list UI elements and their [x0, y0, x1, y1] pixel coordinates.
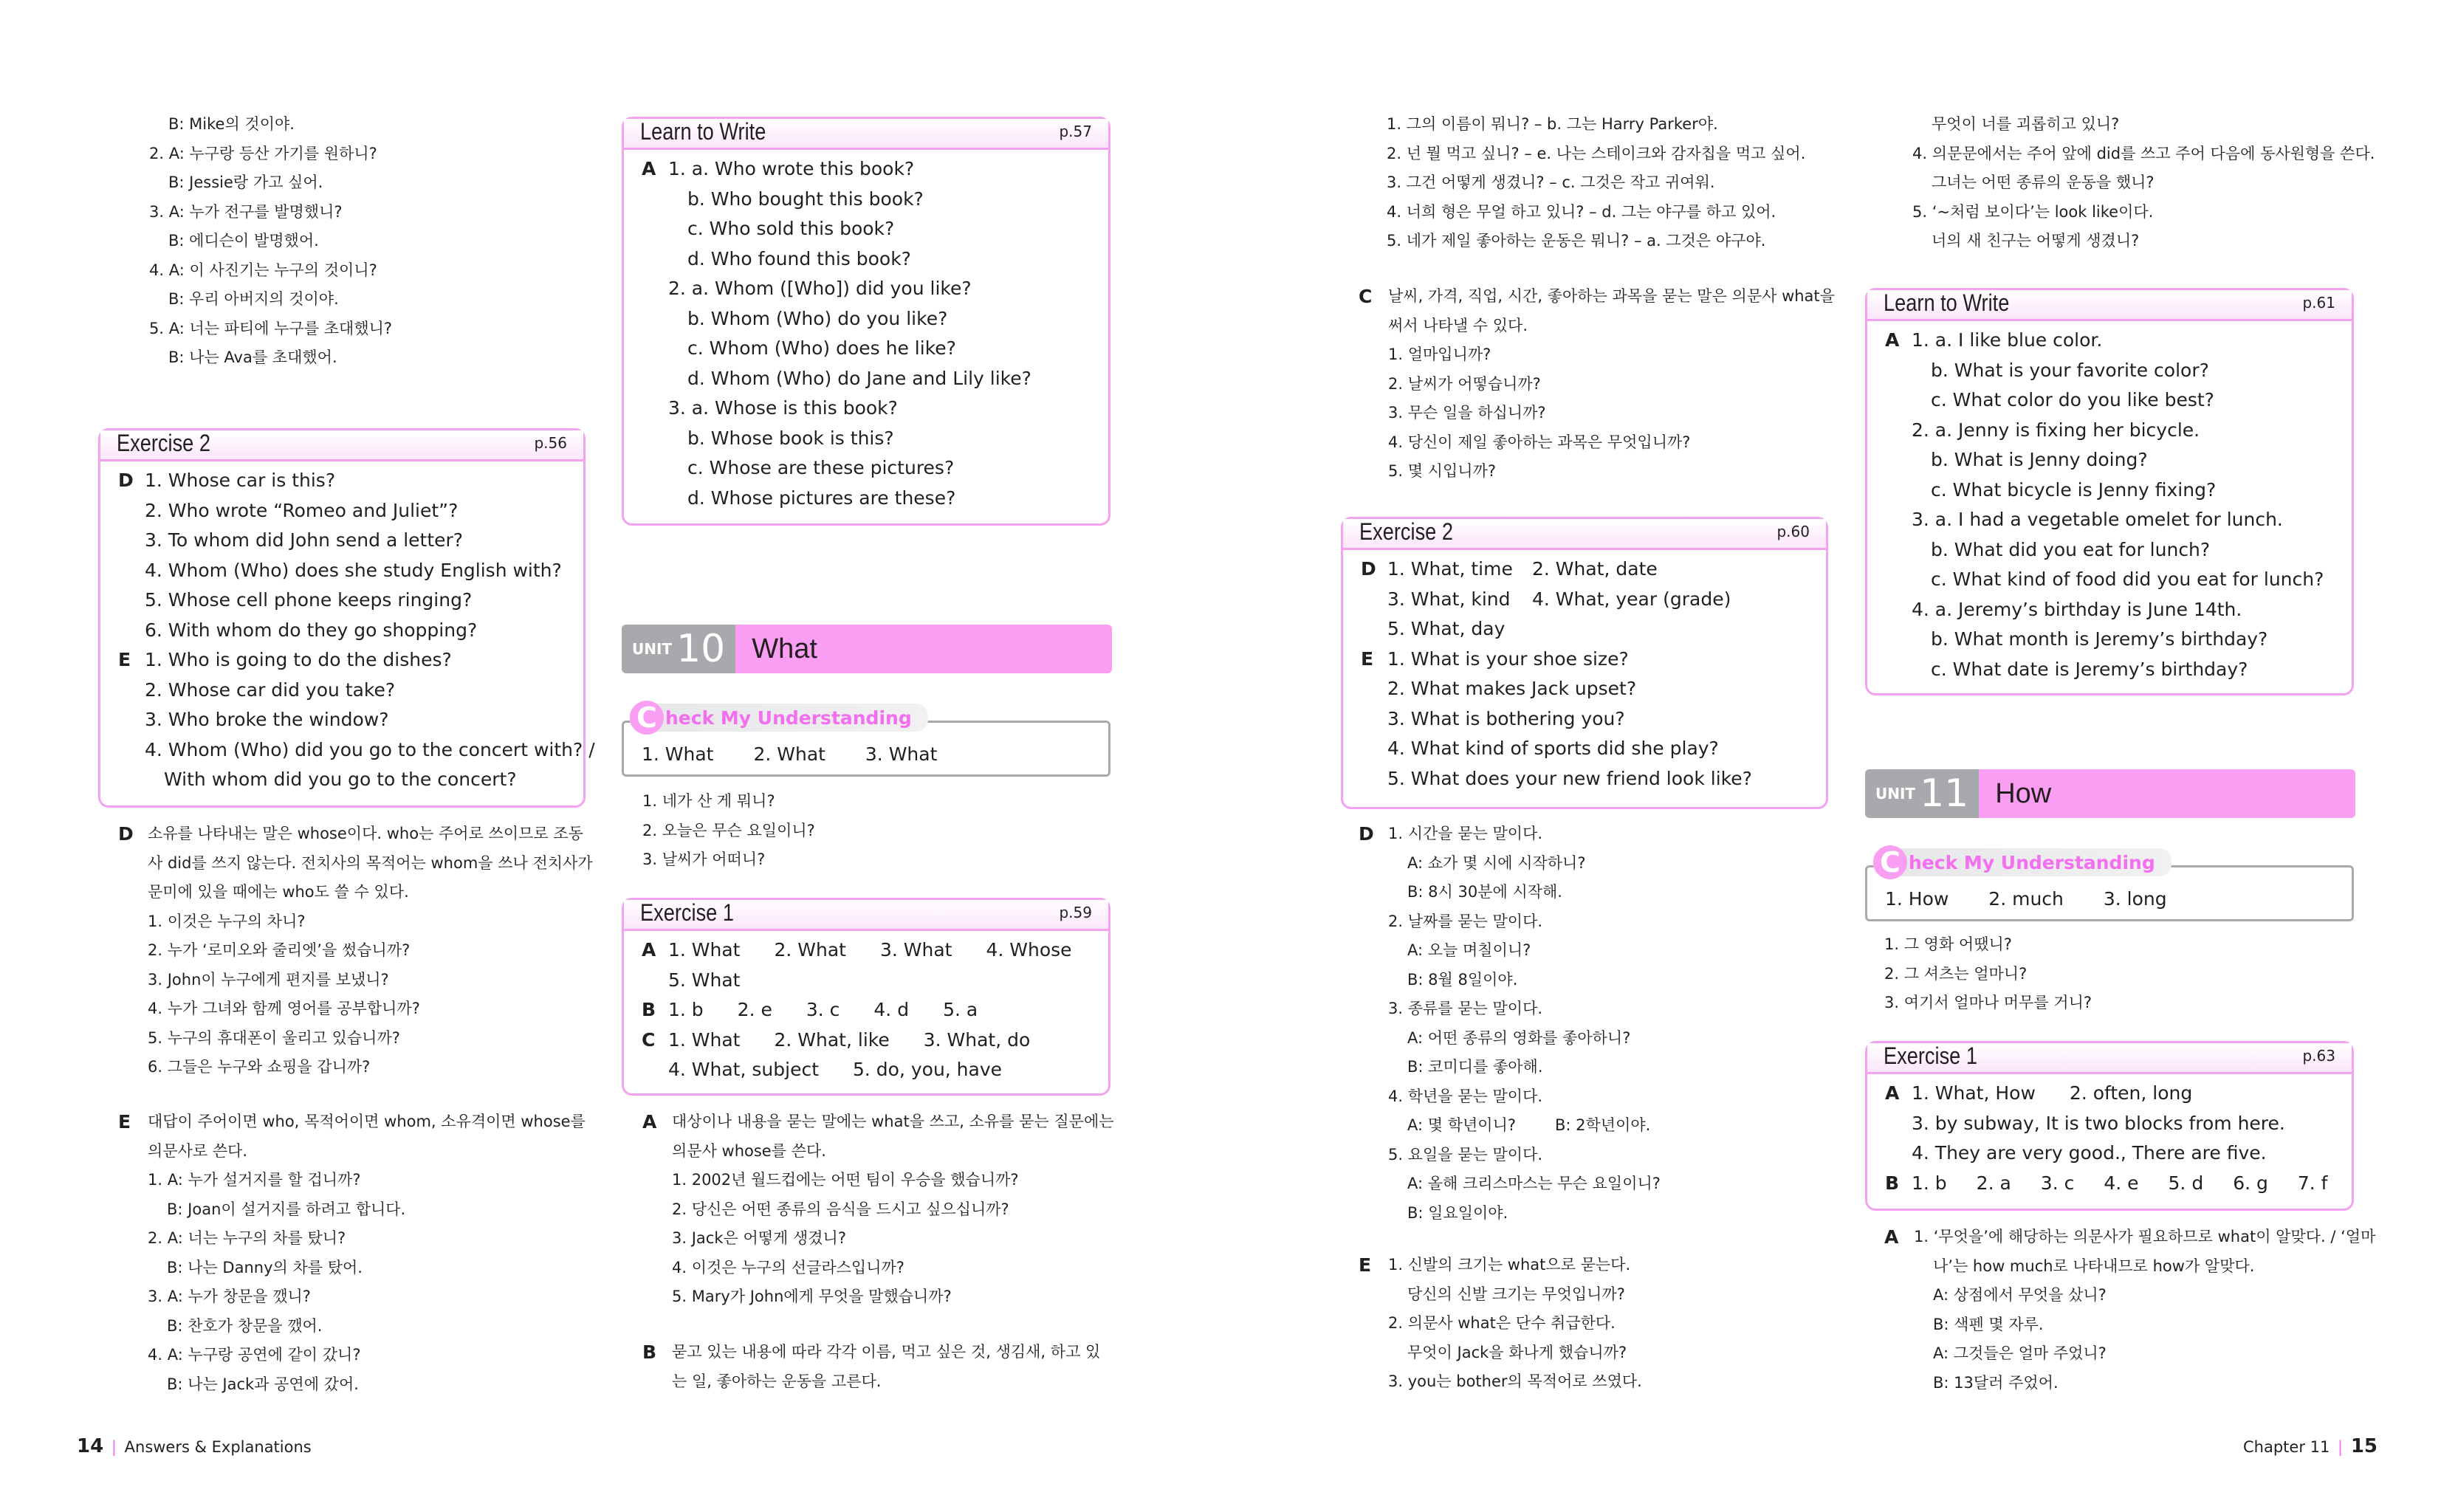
- text-line: 4. 누가 그녀와 함께 영어를 공부합니까?: [148, 1000, 420, 1017]
- answer: 2. What makes Jack upset?: [1387, 678, 1637, 699]
- text-line: 1. 그 영화 어땠니?: [1884, 935, 2012, 953]
- answer: 1. Who is going to do the dishes?: [145, 649, 452, 670]
- text-line: B: 에디슨이 발명했어.: [168, 232, 319, 250]
- text-line: 3. 그건 어떻게 생겼니? – c. 그것은 작고 귀여워.: [1387, 173, 1715, 191]
- text-line: 3. John이 누구에게 편지를 보냈니?: [148, 970, 389, 989]
- answer: c. What kind of food did you eat for lunch?: [1931, 568, 2324, 590]
- unit-title: How: [1979, 769, 2355, 818]
- answer: 1. What: [668, 1028, 741, 1051]
- text-line: 1. 네가 산 게 뭐니?: [642, 792, 775, 810]
- text-line: B: 우리 아버지의 것이야.: [168, 290, 339, 308]
- text-line: 5. 요일을 묻는 말이다.: [1388, 1145, 1543, 1164]
- answer: 1. What: [668, 939, 741, 961]
- answer: 5. a: [943, 999, 978, 1020]
- text-line: A: 상점에서 무엇을 샀니?: [1933, 1286, 2107, 1304]
- answer: c. Whom (Who) does he like?: [687, 337, 956, 359]
- text-line: 2. 의문사 what은 단수 취급한다.: [1388, 1314, 1616, 1332]
- col1-top-answers: [149, 110, 607, 373]
- answer: 2. e: [737, 999, 772, 1020]
- answer: b. What month is Jeremy’s birthday?: [1931, 628, 2268, 650]
- box-title: Exercise 1: [1884, 1042, 1977, 1069]
- answer: b. Whose book is this?: [687, 427, 894, 449]
- footer-text: Answers & Explanations: [124, 1438, 312, 1456]
- text-line: 1. 신발의 크기는 what으로 묻는다.: [1388, 1256, 1631, 1274]
- text-line: 당신의 신발 크기는 무엇입니까?: [1407, 1285, 1625, 1303]
- answer: 4. They are very good., There are five.: [1912, 1142, 2267, 1164]
- answer: 1. a. I like blue color.: [1912, 329, 2103, 351]
- answer: 1. What: [642, 743, 714, 765]
- answer: 2. a. Jenny is fixing her bicycle.: [1912, 419, 2200, 441]
- section-label: B: [1885, 1172, 1900, 1194]
- answer: 1. Whose car is this?: [145, 470, 336, 491]
- col1-explanation-e: [118, 1107, 605, 1399]
- box-header: [624, 900, 1108, 931]
- answer: 3. What: [865, 743, 938, 765]
- answer: 2. What: [774, 939, 846, 961]
- answer: b. Whom (Who) do you like?: [687, 307, 948, 329]
- text-line: 3. 여기서 얼마나 머무를 거니?: [1884, 994, 2092, 1011]
- text-line: 4. 이것은 누구의 선글라스입니까?: [672, 1258, 904, 1276]
- answer: d. Whose pictures are these?: [687, 487, 956, 509]
- learn-to-write-p61-box: [1865, 288, 2354, 695]
- text-line: B: Mike의 것이야.: [168, 115, 295, 133]
- text-line: 4. A: 이 사진기는 누구의 것이니?: [149, 261, 377, 279]
- text-line: 는 일, 좋아하는 운동을 고른다.: [672, 1372, 882, 1390]
- text-line: 4. 당신이 제일 좋아하는 과목은 무엇입니까?: [1388, 433, 1691, 451]
- col4-top-answers: [1912, 110, 2385, 256]
- answer: With whom did you go to the concert?: [164, 769, 517, 790]
- text-line: B: 나는 Jack과 공연에 갔어.: [167, 1375, 359, 1393]
- text-line: 1. A: 누가 설거지를 할 겁니까?: [148, 1171, 361, 1189]
- section-label: A: [1885, 1082, 1900, 1104]
- answer: 5. d: [2168, 1172, 2204, 1194]
- answer: b. What is your favorite color?: [1931, 359, 2209, 381]
- answer: 5. What does your new friend look like?: [1387, 767, 1752, 789]
- text-line: A: 올해 크리스마스는 무슨 요일이니?: [1407, 1175, 1661, 1192]
- check-c-letter: C: [630, 701, 664, 735]
- text-line: 3. 날씨가 어떠니?: [642, 850, 766, 868]
- text-line: 의문사 whose를 쓴다.: [672, 1141, 826, 1160]
- answer: 5. What, day: [1387, 618, 1506, 639]
- text-line: B: 2학년이야.: [1555, 1116, 1651, 1134]
- box-page: p.59: [1059, 903, 1092, 921]
- text-line: 2. 날짜를 묻는 말이다.: [1388, 912, 1543, 930]
- text-line: 1. 얼마입니까?: [1388, 346, 1491, 363]
- answer: 4. Whom (Who) does she study English with?: [145, 559, 562, 581]
- text-line: A: 몇 학년이니?: [1407, 1116, 1516, 1134]
- col3-explanation-e: [1359, 1251, 1846, 1397]
- text-line: 그녀는 어떤 종류의 운동을 했니?: [1932, 173, 2155, 191]
- col2-explanation-b: [642, 1338, 1115, 1396]
- text-line: A: 어떤 종류의 영화를 좋아하니?: [1407, 1028, 1631, 1047]
- text-line: 1. 시간을 묻는 말이다.: [1388, 825, 1543, 842]
- box-header: [624, 119, 1108, 150]
- check-tab: [1873, 846, 2172, 879]
- text-line: B: 나는 Danny의 차를 탔어.: [167, 1258, 363, 1276]
- answer: c. Whose are these pictures?: [687, 457, 955, 478]
- answer: 1. a. Who wrote this book?: [668, 158, 915, 179]
- box-page: p.63: [2302, 1046, 2335, 1065]
- section-label: B: [642, 999, 656, 1020]
- section-label: D: [118, 823, 134, 845]
- answer: c. What bicycle is Jenny fixing?: [1931, 478, 2217, 501]
- answer: 2. Who wrote “Romeo and Juliet”?: [145, 499, 459, 521]
- section-label: E: [118, 649, 131, 670]
- text-line: 5. A: 너는 파티에 누구를 초대했니?: [149, 319, 393, 337]
- answer: c. What color do you like best?: [1931, 389, 2214, 410]
- section-label: D: [1361, 558, 1376, 580]
- box-header: [1343, 519, 1826, 550]
- text-line: 2. A: 누구랑 등산 가기를 원하니?: [149, 144, 377, 162]
- text-line: 4. 너희 형은 무얼 하고 있니? – d. 그는 야구를 하고 있어.: [1387, 202, 1776, 221]
- answer: 3. a. I had a vegetable omelet for lunch.: [1912, 509, 2283, 530]
- section-label: C: [642, 1028, 656, 1051]
- section-label: C: [1359, 286, 1373, 307]
- text-line: 2. 그 셔츠는 얼마니?: [1884, 964, 2028, 983]
- text-line: 3. 무슨 일을 하십니까?: [1388, 404, 1546, 422]
- text-line: 써서 나타낼 수 있다.: [1388, 316, 1528, 334]
- answer: 3. c: [806, 999, 840, 1020]
- text-line: 5. 몇 시입니까?: [1388, 462, 1496, 480]
- text-line: 3. 종류를 묻는 말이다.: [1388, 1000, 1543, 1017]
- text-line: B: 색펜 몇 자루.: [1933, 1315, 2044, 1333]
- answer: 3. What, kind: [1387, 588, 1511, 610]
- unit10-header: [622, 625, 1112, 673]
- footer-text: Chapter 11: [2243, 1438, 2330, 1456]
- footer-left: 14 | Answers & Explanations: [77, 1435, 312, 1457]
- text-line: 무엇이 너를 괴롭히고 있니?: [1932, 115, 2120, 133]
- answer: 1. How: [1885, 888, 1949, 910]
- answer: 2. a. Whom ([Who]) did you like?: [668, 278, 972, 299]
- answer: b. What did you eat for lunch?: [1931, 538, 2211, 560]
- box-header: [1867, 290, 2352, 321]
- answer: 3. What: [880, 939, 952, 961]
- box-page: p.61: [2302, 293, 2335, 312]
- text-line: B: Joan이 설거지를 하려고 합니다.: [167, 1200, 406, 1218]
- answer: 3. What, do: [923, 1028, 1031, 1051]
- section-label: D: [118, 470, 134, 491]
- text-line: 무엇이 Jack을 화나게 했습니까?: [1407, 1343, 1627, 1361]
- text-line: A: 쇼가 몇 시에 시작하니?: [1407, 853, 1586, 872]
- unit-number: 10: [676, 627, 726, 671]
- section-label: A: [642, 158, 656, 179]
- answer: 4. a. Jeremy’s birthday is June 14th.: [1912, 598, 2242, 620]
- answer: 2. Whose car did you take?: [145, 678, 396, 701]
- text-line: 3. A: 누가 창문을 깼니?: [148, 1288, 311, 1305]
- answer: 1. What, time: [1387, 558, 1513, 580]
- col3-explanation-c: [1359, 282, 1846, 487]
- text-line: 너의 새 친구는 어떻게 생겼니?: [1932, 232, 2140, 250]
- page-number: 15: [2350, 1435, 2378, 1457]
- text-line: B: 일요일이야.: [1407, 1203, 1508, 1222]
- text-line: 2. 날씨가 어떻습니까?: [1388, 374, 1541, 393]
- answer: b. Who bought this book?: [687, 188, 924, 210]
- answer: 2. What, date: [1532, 558, 1658, 580]
- footer-right: Chapter 11 | 15: [2243, 1435, 2378, 1457]
- col1-explanation-d: [118, 819, 605, 1082]
- answer: 3. by subway, It is two blocks from here.: [1912, 1112, 2285, 1134]
- box-header: [100, 430, 583, 461]
- text-line: 6. 그들은 누구와 쇼핑을 갑니까?: [148, 1058, 371, 1076]
- answer: 2. What, like: [774, 1028, 890, 1051]
- answer: 4. What kind of sports did she play?: [1387, 738, 1719, 759]
- text-line: 3. A: 누가 전구를 발명했니?: [149, 202, 343, 221]
- answer: 2. a: [1976, 1172, 2011, 1194]
- text-line: 대상이나 내용을 묻는 말에는 what을 쓰고, 소유를 묻는 질문에는: [672, 1113, 1114, 1130]
- answer: b. What is Jenny doing?: [1931, 449, 2148, 470]
- unit11-header: [1865, 769, 2355, 818]
- col2-unit10-notes: [642, 787, 1085, 875]
- box-page: p.57: [1059, 122, 1092, 140]
- answer: 1. b: [668, 999, 704, 1020]
- text-line: 1. ‘무엇을’에 해당하는 의문사가 필요하므로 what이 알맞다. / ‘얼마: [1914, 1228, 2376, 1245]
- text-line: 문미에 있을 때에는 who도 쓸 수 있다.: [148, 883, 409, 901]
- text-line: 5. Mary가 John에게 무엇을 말했습니까?: [672, 1288, 952, 1305]
- answer: c. Who sold this book?: [687, 218, 895, 239]
- text-line: B: 8시 30분에 시작해.: [1407, 883, 1562, 901]
- learn-to-write-p57-box: [622, 117, 1110, 526]
- col4-unit11-notes: [1884, 930, 2327, 1018]
- answer: 5. Whose cell phone keeps ringing?: [145, 589, 473, 611]
- answer: 2. often, long: [2069, 1082, 2193, 1104]
- section-label: D: [1359, 823, 1374, 845]
- unit-badge: [1865, 769, 1979, 818]
- text-line: 4. 의문문에서는 주어 앞에 did를 쓰고 주어 다음에 동사원형을 쓴다.: [1912, 144, 2375, 162]
- text-line: 나’는 how much로 나타내므로 how가 알맞다.: [1933, 1257, 2255, 1275]
- col3-top-answers: [1387, 110, 1844, 256]
- text-line: A: 그것들은 얼마 주었니?: [1933, 1344, 2107, 1362]
- answer: 1. What, How: [1912, 1082, 2036, 1104]
- text-line: A: 오늘 며칠이니?: [1407, 941, 1531, 959]
- text-line: 5. 네가 제일 좋아하는 운동은 뭐니? – a. 그것은 야구야.: [1387, 232, 1766, 250]
- section-label: B: [642, 1341, 657, 1363]
- answer: 3. What is bothering you?: [1387, 707, 1625, 729]
- text-line: 1. 이것은 누구의 차니?: [148, 912, 306, 930]
- answer: 3. c: [2040, 1172, 2075, 1194]
- text-line: B: 8월 8일이야.: [1407, 970, 1518, 989]
- text-line: 의문사로 쓴다.: [148, 1141, 248, 1160]
- text-line: B: 13달러 주었어.: [1933, 1373, 2059, 1392]
- col3-explanation-d: [1359, 819, 1846, 1228]
- col2-explanation-a: [642, 1107, 1115, 1312]
- text-line: 3. Jack은 어떻게 생겼니?: [672, 1229, 846, 1247]
- page-number: 14: [77, 1435, 104, 1457]
- text-line: 5. ‘~처럼 보이다’는 look like이다.: [1912, 202, 2154, 221]
- unit-label: UNIT: [632, 640, 673, 658]
- text-line: B: 코미디를 좋아해.: [1407, 1058, 1543, 1076]
- answer: 3. a. Whose is this book?: [668, 397, 898, 419]
- text-line: 4. 학년을 묻는 말이다.: [1388, 1087, 1543, 1105]
- unit-badge: [622, 625, 735, 673]
- answer: 3. long: [2103, 888, 2167, 910]
- section-label: E: [118, 1111, 131, 1133]
- section-label: A: [1884, 1226, 1899, 1248]
- text-line: 날씨, 가격, 직업, 시간, 좋아하는 과목을 묻는 말은 의문사 what을: [1388, 287, 1835, 305]
- answer: 3. To whom did John send a letter?: [145, 529, 464, 551]
- section-label: E: [1361, 647, 1374, 670]
- answer: 4. Whose: [986, 939, 1072, 961]
- answer: 4. e: [2104, 1172, 2139, 1194]
- answer: d. Whom (Who) do Jane and Lily like?: [687, 367, 1031, 389]
- answer: 6. g: [2233, 1172, 2268, 1194]
- text-line: 3. you는 bother의 목적어로 쓰였다.: [1388, 1372, 1642, 1390]
- section-label: A: [1885, 329, 1900, 351]
- check-title: heck My Understanding: [1909, 851, 2155, 873]
- text-line: 1. 2002년 월드컵에는 어떤 팀이 우승을 했습니까?: [672, 1171, 1019, 1189]
- text-line: 2. 넌 뭘 먹고 싶니? – e. 나는 스테이크와 감자칩을 먹고 싶어.: [1387, 144, 1806, 162]
- box-title: Learn to Write: [640, 117, 766, 145]
- text-line: 1. 그의 이름이 뭐니? – b. 그는 Harry Parker야.: [1387, 115, 1718, 133]
- text-line: 묻고 있는 내용에 따라 각각 이름, 먹고 싶은 것, 생김새, 하고 있: [672, 1343, 1101, 1361]
- box-title: Exercise 2: [117, 429, 210, 456]
- box-header: [1867, 1043, 2352, 1074]
- box-title: Learn to Write: [1884, 289, 2010, 316]
- text-line: 5. 누구의 휴대폰이 울리고 있습니까?: [148, 1028, 400, 1047]
- answer: 1. What is your shoe size?: [1387, 647, 1629, 670]
- exercise2-p56-box: [98, 428, 595, 808]
- text-line: 사 did를 쓰지 않는다. 전치사의 목적어는 whom을 쓰나 전치사가: [148, 853, 593, 872]
- answer: 4. What, year (grade): [1532, 588, 1731, 610]
- unit-number: 11: [1920, 772, 1969, 816]
- exercise1-p59-box: [622, 898, 1110, 1096]
- check-title: heck My Understanding: [665, 707, 912, 729]
- section-label: E: [1359, 1254, 1372, 1276]
- section-label: A: [642, 939, 656, 961]
- answer: 1. b: [1912, 1172, 1947, 1194]
- exercise1-p63-box: [1865, 1041, 2354, 1211]
- check-tab: [630, 701, 928, 734]
- text-line: B: Jessie랑 가고 싶어.: [168, 173, 323, 191]
- answer: 2. What: [753, 743, 825, 765]
- unit-title: What: [735, 625, 1112, 673]
- answer: 5. do, you, have: [853, 1059, 1003, 1080]
- answer: 2. much: [1988, 888, 2064, 910]
- answer: c. What date is Jeremy’s birthday?: [1931, 658, 2248, 680]
- text-line: B: 찬호가 창문을 깼어.: [167, 1316, 323, 1335]
- text-line: 2. 오늘은 무슨 요일이니?: [642, 821, 815, 839]
- answer: 5. What: [668, 969, 741, 991]
- answer: 4. What, subject: [668, 1059, 819, 1080]
- col4-explanation-a: [1884, 1223, 2376, 1398]
- text-line: 소유를 나타내는 말은 whose이다. who는 주어로 쓰이므로 조동: [148, 825, 583, 842]
- text-line: 대답이 주어이면 who, 목적어이면 whom, 소유격이면 whose를: [148, 1113, 586, 1130]
- check-answers: [642, 743, 937, 765]
- check-answers: [1885, 888, 2167, 910]
- answer: 7. f: [2297, 1172, 2328, 1194]
- text-line: 2. 누가 ‘로미오와 줄리엣’을 썼습니까?: [148, 941, 411, 959]
- exercise2-p60-box: [1341, 517, 1828, 809]
- text-line: B: 나는 Ava를 초대했어.: [168, 348, 337, 366]
- unit-label: UNIT: [1875, 785, 1916, 803]
- check-understanding-10: [622, 701, 1110, 777]
- answer: 4. Whom (Who) did you go to the concert with? /: [145, 738, 595, 760]
- answer: d. Who found this book?: [687, 247, 911, 269]
- box-page: p.60: [1776, 522, 1810, 540]
- text-line: 4. A: 누구랑 공연에 같이 갔니?: [148, 1346, 361, 1364]
- answer: 3. Who broke the window?: [145, 709, 389, 730]
- answer: 4. d: [873, 999, 910, 1020]
- box-title: Exercise 2: [1359, 518, 1453, 545]
- section-label: A: [642, 1111, 657, 1133]
- text-line: 2. A: 너는 누구의 차를 탔니?: [148, 1229, 346, 1247]
- box-page: p.56: [534, 433, 567, 452]
- box-title: Exercise 1: [640, 898, 734, 926]
- answer: 6. With whom do they go shopping?: [145, 619, 478, 641]
- check-understanding-11: [1865, 846, 2354, 921]
- check-c-letter: C: [1873, 845, 1907, 879]
- text-line: 2. 당신은 어떤 종류의 음식을 드시고 싶으십니까?: [672, 1200, 1009, 1218]
